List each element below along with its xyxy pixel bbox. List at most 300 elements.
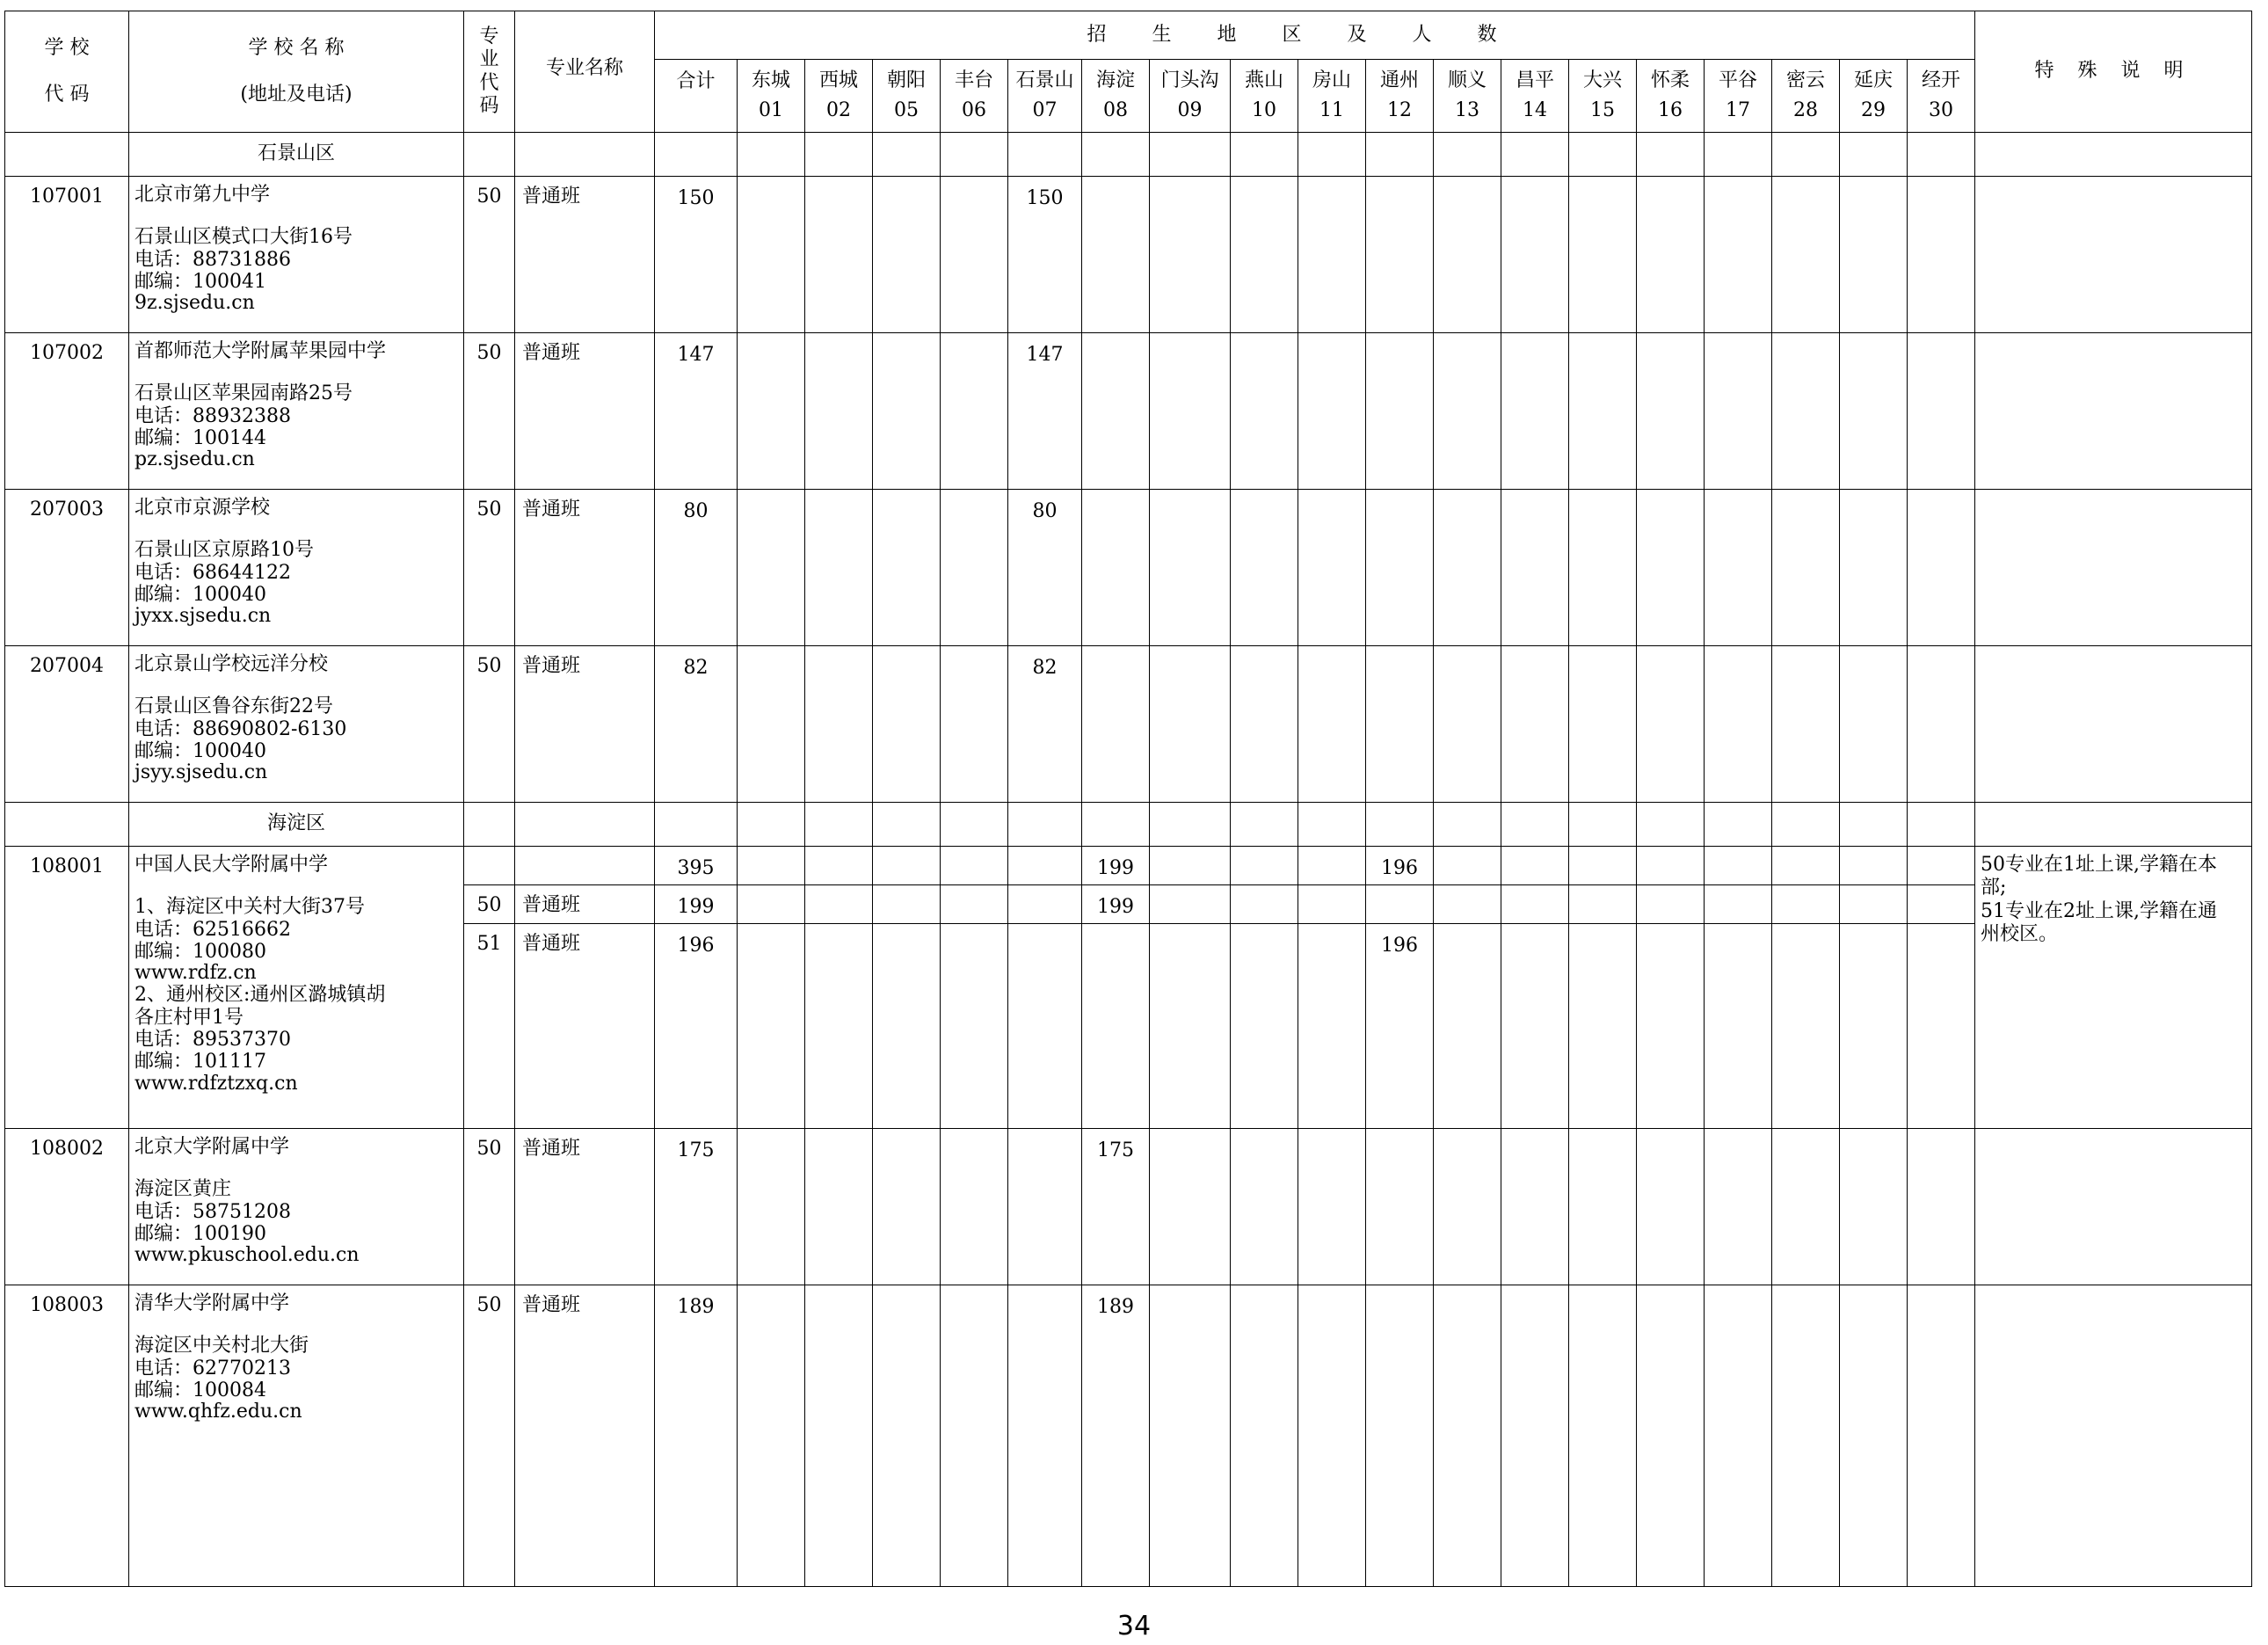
region-count-empty <box>1569 847 1637 885</box>
region-count-empty <box>1082 333 1150 490</box>
header-region-code: 15 <box>1590 99 1615 121</box>
region-count-empty <box>1908 924 1975 1129</box>
header-major-code-char: 专 <box>479 25 499 47</box>
region-count-empty <box>1772 847 1840 885</box>
header-region <box>805 60 873 133</box>
table-cell <box>1150 133 1231 177</box>
table-cell <box>805 133 873 177</box>
school-address-line: 邮编：100080 <box>134 940 266 963</box>
district-row <box>5 133 2252 177</box>
school-website: www.pkuschool.edu.cn <box>134 1244 360 1267</box>
table-cell <box>1975 803 2252 847</box>
special-note <box>1975 490 2252 646</box>
district-name: 海淀区 <box>129 803 464 847</box>
school-name: 北京大学附属中学 <box>134 1136 290 1158</box>
school-address-line: www.rdfztzxq.cn <box>134 1072 298 1095</box>
header-major-code-char: 业 <box>479 48 499 71</box>
school-website: 9z.sjsedu.cn <box>134 292 255 315</box>
header-region-code: 05 <box>894 99 919 121</box>
header-region <box>1366 60 1434 133</box>
header-region-name: 昌平 <box>1515 69 1554 91</box>
region-count-empty <box>873 1129 941 1285</box>
region-count-empty <box>805 333 873 490</box>
region-count-empty <box>1840 177 1908 333</box>
region-count-empty <box>1705 885 1772 924</box>
table-cell <box>738 803 805 847</box>
major-name: 普通班 <box>515 885 655 924</box>
header-region-name: 怀柔 <box>1650 69 1690 91</box>
school-info <box>129 646 464 803</box>
table-cell <box>1840 133 1908 177</box>
region-count-empty <box>941 885 1008 924</box>
school-phone: 电话：88932388 <box>134 404 291 427</box>
school-info <box>129 847 464 1129</box>
header-region-name: 房山 <box>1312 69 1351 91</box>
header-region-code: 01 <box>759 99 783 121</box>
school-website: www.qhfz.edu.cn <box>134 1401 302 1423</box>
region-count-empty <box>738 1129 805 1285</box>
special-note-line: 部; <box>1981 877 2007 899</box>
major-code: 50 <box>464 490 515 646</box>
region-count-empty <box>738 924 805 1129</box>
school-info <box>129 490 464 646</box>
region-count-empty <box>805 646 873 803</box>
region-count: 196 <box>1366 924 1434 1129</box>
table-cell <box>1501 803 1569 847</box>
region-count-empty <box>1569 1129 1637 1285</box>
region-count: 80 <box>1008 490 1082 646</box>
region-count-empty <box>873 646 941 803</box>
table-cell <box>1298 803 1366 847</box>
region-count-empty <box>1434 924 1501 1129</box>
region-count-empty <box>1434 333 1501 490</box>
school-website: jyxx.sjsedu.cn <box>134 605 272 628</box>
table-cell <box>1569 133 1637 177</box>
header-region <box>1150 60 1231 133</box>
region-count-empty <box>1434 1129 1501 1285</box>
region-count-empty <box>873 1285 941 1587</box>
table-row <box>5 847 2252 885</box>
header-region <box>1840 60 1908 133</box>
region-count-empty <box>1637 490 1705 646</box>
header-region <box>873 60 941 133</box>
region-count-empty <box>941 177 1008 333</box>
region-count-empty <box>1772 924 1840 1129</box>
header-recruit-title: 招生地区及人数 <box>655 11 1975 60</box>
major-code <box>464 847 515 885</box>
region-count-empty <box>1569 1285 1637 1587</box>
table-cell <box>1366 803 1434 847</box>
region-count-empty <box>1298 847 1366 885</box>
major-name: 普通班 <box>515 1285 655 1587</box>
region-count-empty <box>738 333 805 490</box>
region-count-empty <box>1501 1285 1569 1587</box>
region-count-empty <box>738 847 805 885</box>
region-count-empty <box>873 333 941 490</box>
region-count-empty <box>873 847 941 885</box>
school-address-line: 电话：62516662 <box>134 918 291 941</box>
header-major-code-char: 代 <box>479 71 499 94</box>
header-region-name: 西城 <box>818 69 858 91</box>
region-count-empty <box>1772 1285 1840 1587</box>
region-count-empty <box>1298 490 1366 646</box>
table-cell <box>1569 803 1637 847</box>
region-count-empty <box>1840 924 1908 1129</box>
region-count-empty <box>1150 1285 1231 1587</box>
region-count-empty <box>1705 847 1772 885</box>
header-school-name-line2: (地址及电话) <box>240 83 353 106</box>
region-count-empty <box>738 646 805 803</box>
region-count-empty <box>1569 924 1637 1129</box>
special-note-line: 51专业在2址上课,学籍在通 <box>1981 899 2217 922</box>
region-count-empty <box>1840 490 1908 646</box>
school-code: 108003 <box>5 1285 129 1587</box>
region-count-empty <box>1908 490 1975 646</box>
table-row <box>5 1285 2252 1587</box>
region-count-total: 196 <box>655 924 738 1129</box>
school-code: 107001 <box>5 177 129 333</box>
region-count: 189 <box>1082 1285 1150 1587</box>
region-count-empty <box>1569 177 1637 333</box>
school-info <box>129 1285 464 1587</box>
table-cell <box>941 803 1008 847</box>
region-count-empty <box>1840 885 1908 924</box>
header-major-code-char: 码 <box>479 94 499 117</box>
region-count-empty <box>1298 885 1366 924</box>
region-count-empty <box>873 177 941 333</box>
region-count-empty <box>1231 885 1298 924</box>
region-count: 150 <box>1008 177 1082 333</box>
header-region-code: 08 <box>1103 99 1128 121</box>
region-count-empty <box>1501 847 1569 885</box>
table-cell <box>1231 133 1298 177</box>
table-cell <box>5 133 129 177</box>
region-count-empty <box>1082 646 1150 803</box>
school-address-line: 电话：89537370 <box>134 1029 291 1052</box>
region-count-empty <box>1840 847 1908 885</box>
table-cell <box>1501 133 1569 177</box>
header-region-code: 10 <box>1252 99 1276 121</box>
header-school-code-line2: 代 码 <box>44 83 90 106</box>
school-address: 石景山区京原路10号 <box>134 539 314 562</box>
school-name: 中国人民大学附属中学 <box>134 854 329 876</box>
region-count-empty <box>1150 924 1231 1129</box>
table-cell <box>1298 133 1366 177</box>
region-count-empty <box>1637 924 1705 1129</box>
table-cell <box>1082 133 1150 177</box>
header-region-name: 燕山 <box>1244 69 1283 91</box>
region-count-empty <box>1231 333 1298 490</box>
region-count-empty <box>1637 177 1705 333</box>
region-count-empty <box>1434 885 1501 924</box>
header-school-code-line1: 学 校 <box>44 36 90 59</box>
header-region <box>1705 60 1772 133</box>
region-count-empty <box>1298 177 1366 333</box>
header-region <box>738 60 805 133</box>
major-name <box>515 847 655 885</box>
school-code: 108001 <box>5 847 129 1129</box>
region-count-empty <box>1434 847 1501 885</box>
header-region-code: 13 <box>1455 99 1479 121</box>
region-count-empty <box>1501 924 1569 1129</box>
special-note <box>1975 1129 2252 1285</box>
region-count-empty <box>738 885 805 924</box>
region-count-empty <box>1637 885 1705 924</box>
region-count-empty <box>1008 885 1082 924</box>
region-count-total: 150 <box>655 177 738 333</box>
special-note <box>1975 847 2252 1129</box>
region-count-empty <box>1908 333 1975 490</box>
region-count-empty <box>1434 1285 1501 1587</box>
table-cell <box>1082 803 1150 847</box>
major-name: 普通班 <box>515 333 655 490</box>
region-count-empty <box>1298 646 1366 803</box>
header-special: 特 殊 说 明 <box>1975 11 2252 133</box>
header-region <box>1569 60 1637 133</box>
header-region <box>1908 60 1975 133</box>
region-count-empty <box>873 490 941 646</box>
region-count: 196 <box>1366 847 1434 885</box>
school-code: 108002 <box>5 1129 129 1285</box>
table-cell <box>515 803 655 847</box>
header-region-code: 12 <box>1387 99 1412 121</box>
header-region-name: 顺义 <box>1447 69 1487 91</box>
region-count-empty <box>1501 885 1569 924</box>
school-phone: 电话：88731886 <box>134 248 291 271</box>
header-region-name: 丰台 <box>954 69 993 91</box>
school-code: 107002 <box>5 333 129 490</box>
header-region-name: 门头沟 <box>1160 69 1219 91</box>
header-region <box>1434 60 1501 133</box>
header-region-code: 06 <box>962 99 986 121</box>
table-row <box>5 177 2252 333</box>
region-count-empty <box>1150 885 1231 924</box>
region-count-empty <box>941 1129 1008 1285</box>
school-address-line: www.rdfz.cn <box>134 962 257 985</box>
header-region-name: 经开 <box>1921 69 1960 91</box>
table-cell <box>1908 133 1975 177</box>
school-phone: 电话：88690802-6130 <box>134 717 347 740</box>
header-region-code: 07 <box>1032 99 1058 121</box>
region-count-total: 147 <box>655 333 738 490</box>
region-count-empty <box>1637 646 1705 803</box>
region-count-empty <box>1569 646 1637 803</box>
region-count-empty <box>1908 646 1975 803</box>
school-name: 北京市京源学校 <box>134 497 271 519</box>
region-count-empty <box>1705 333 1772 490</box>
region-count-empty <box>1231 847 1298 885</box>
header-region <box>1008 60 1082 133</box>
school-postcode: 邮编：100190 <box>134 1222 266 1245</box>
district-row <box>5 803 2252 847</box>
header-school-name <box>129 11 464 133</box>
special-note <box>1975 177 2252 333</box>
header-region-name: 海淀 <box>1095 69 1135 91</box>
table-cell <box>1975 133 2252 177</box>
region-count-empty <box>1082 924 1150 1129</box>
region-count-empty <box>1908 177 1975 333</box>
region-count-empty <box>1298 924 1366 1129</box>
region-count-empty <box>1705 490 1772 646</box>
school-website: pz.sjsedu.cn <box>134 448 255 471</box>
table-cell <box>515 133 655 177</box>
region-count-empty <box>1705 1285 1772 1587</box>
school-info <box>129 177 464 333</box>
table-cell <box>1366 133 1434 177</box>
school-address-line: 1、海淀区中关村大街37号 <box>134 896 365 919</box>
region-count-empty <box>738 177 805 333</box>
region-count-empty <box>805 847 873 885</box>
header-region-code: 30 <box>1929 99 1953 121</box>
region-count-empty <box>941 1285 1008 1587</box>
special-note <box>1975 1285 2252 1587</box>
header-major-code <box>464 11 515 133</box>
region-count-total: 395 <box>655 847 738 885</box>
header-region-name: 延庆 <box>1853 69 1893 91</box>
major-name: 普通班 <box>515 177 655 333</box>
header-region-name: 合计 <box>676 70 716 92</box>
table-cell <box>1231 803 1298 847</box>
region-count: 82 <box>1008 646 1082 803</box>
special-note <box>1975 646 2252 803</box>
region-count-empty <box>1150 333 1231 490</box>
table-cell <box>1637 133 1705 177</box>
school-info <box>129 1129 464 1285</box>
school-phone: 电话：58751208 <box>134 1200 291 1223</box>
region-count-empty <box>1569 490 1637 646</box>
region-count-empty <box>1008 847 1082 885</box>
school-postcode: 邮编：100040 <box>134 583 266 606</box>
region-count-empty <box>1150 646 1231 803</box>
region-count-empty <box>1637 333 1705 490</box>
region-count-empty <box>1840 1129 1908 1285</box>
region-count-total: 175 <box>655 1129 738 1285</box>
region-count-empty <box>1231 924 1298 1129</box>
region-count-empty <box>1501 177 1569 333</box>
school-website: jsyy.sjsedu.cn <box>134 761 268 784</box>
school-address: 石景山区模式口大街16号 <box>134 226 353 249</box>
region-count-empty <box>1772 177 1840 333</box>
school-address: 石景山区鲁谷东街22号 <box>134 695 333 718</box>
region-count-empty <box>1231 646 1298 803</box>
region-count-empty <box>1082 177 1150 333</box>
header-region-code: 29 <box>1861 99 1886 121</box>
school-postcode: 邮编：100040 <box>134 739 266 762</box>
region-count-empty <box>1705 177 1772 333</box>
region-count-empty <box>1008 1285 1082 1587</box>
region-count-empty <box>1434 177 1501 333</box>
header-region-code: 02 <box>826 99 851 121</box>
school-name: 首都师范大学附属苹果园中学 <box>134 340 387 362</box>
header-region-code: 11 <box>1319 99 1344 121</box>
region-count-empty <box>1366 885 1434 924</box>
region-count-empty <box>1366 490 1434 646</box>
region-count-total: 199 <box>655 885 738 924</box>
school-name: 北京市第九中学 <box>134 184 271 206</box>
region-count-empty <box>1908 1129 1975 1285</box>
region-count-empty <box>1366 177 1434 333</box>
table-cell <box>873 133 941 177</box>
region-count-empty <box>873 885 941 924</box>
table-cell <box>655 133 738 177</box>
region-count-empty <box>1772 885 1840 924</box>
region-count: 199 <box>1082 885 1150 924</box>
table-cell <box>1705 803 1772 847</box>
region-count-empty <box>1569 885 1637 924</box>
school-postcode: 邮编：100041 <box>134 270 266 293</box>
school-address-line: 2、通州校区:通州区潞城镇胡 <box>134 984 386 1007</box>
table-row <box>5 1129 2252 1285</box>
region-count-empty <box>1150 1129 1231 1285</box>
region-count-empty <box>1772 490 1840 646</box>
table-cell <box>1434 133 1501 177</box>
region-count: 199 <box>1082 847 1150 885</box>
header-region-name: 平谷 <box>1718 69 1757 91</box>
table-cell <box>1705 133 1772 177</box>
region-count-empty <box>1637 847 1705 885</box>
major-code: 50 <box>464 1129 515 1285</box>
page-number: 34 <box>1116 1611 1152 1641</box>
region-count-empty <box>1569 333 1637 490</box>
school-postcode: 邮编：100084 <box>134 1379 266 1401</box>
header-region-name: 通州 <box>1379 69 1419 91</box>
school-info <box>129 333 464 490</box>
region-count-empty <box>1840 333 1908 490</box>
region-count-empty <box>1366 333 1434 490</box>
region-count-empty <box>941 646 1008 803</box>
header-region <box>1501 60 1569 133</box>
region-count-empty <box>805 177 873 333</box>
table-cell <box>1908 803 1975 847</box>
school-address-line: 邮编：101117 <box>134 1051 266 1074</box>
table-cell <box>464 803 515 847</box>
header-school-name-line1: 学 校 名 称 <box>248 36 345 59</box>
region-count-empty <box>873 924 941 1129</box>
district-name: 石景山区 <box>129 133 464 177</box>
table-row <box>5 646 2252 803</box>
region-count-empty <box>1366 1129 1434 1285</box>
school-code: 207004 <box>5 646 129 803</box>
region-count-empty <box>1772 646 1840 803</box>
region-count-empty <box>1150 177 1231 333</box>
region-count-empty <box>1008 924 1082 1129</box>
special-note-line: 50专业在1址上课,学籍在本 <box>1981 854 2217 876</box>
table-cell <box>1434 803 1501 847</box>
region-count-empty <box>1501 646 1569 803</box>
major-code: 50 <box>464 646 515 803</box>
region-count-empty <box>941 333 1008 490</box>
school-postcode: 邮编：100144 <box>134 426 266 449</box>
region-count-total: 80 <box>655 490 738 646</box>
header-school-code <box>5 11 129 133</box>
region-count-empty <box>1705 1129 1772 1285</box>
special-note-line: 州校区。 <box>1981 923 2059 946</box>
major-code: 50 <box>464 1285 515 1587</box>
region-count-empty <box>738 1285 805 1587</box>
major-name: 普通班 <box>515 1129 655 1285</box>
header-region-name: 密云 <box>1785 69 1825 91</box>
region-count-empty <box>1231 1129 1298 1285</box>
region-count-empty <box>1434 490 1501 646</box>
table-cell <box>1772 803 1840 847</box>
region-count-empty <box>1298 1129 1366 1285</box>
region-count-empty <box>1501 333 1569 490</box>
school-address: 海淀区黄庄 <box>134 1178 232 1201</box>
region-count-empty <box>1840 646 1908 803</box>
region-count-empty <box>1501 490 1569 646</box>
header-region-name: 石景山 <box>1015 69 1074 91</box>
major-code: 50 <box>464 177 515 333</box>
